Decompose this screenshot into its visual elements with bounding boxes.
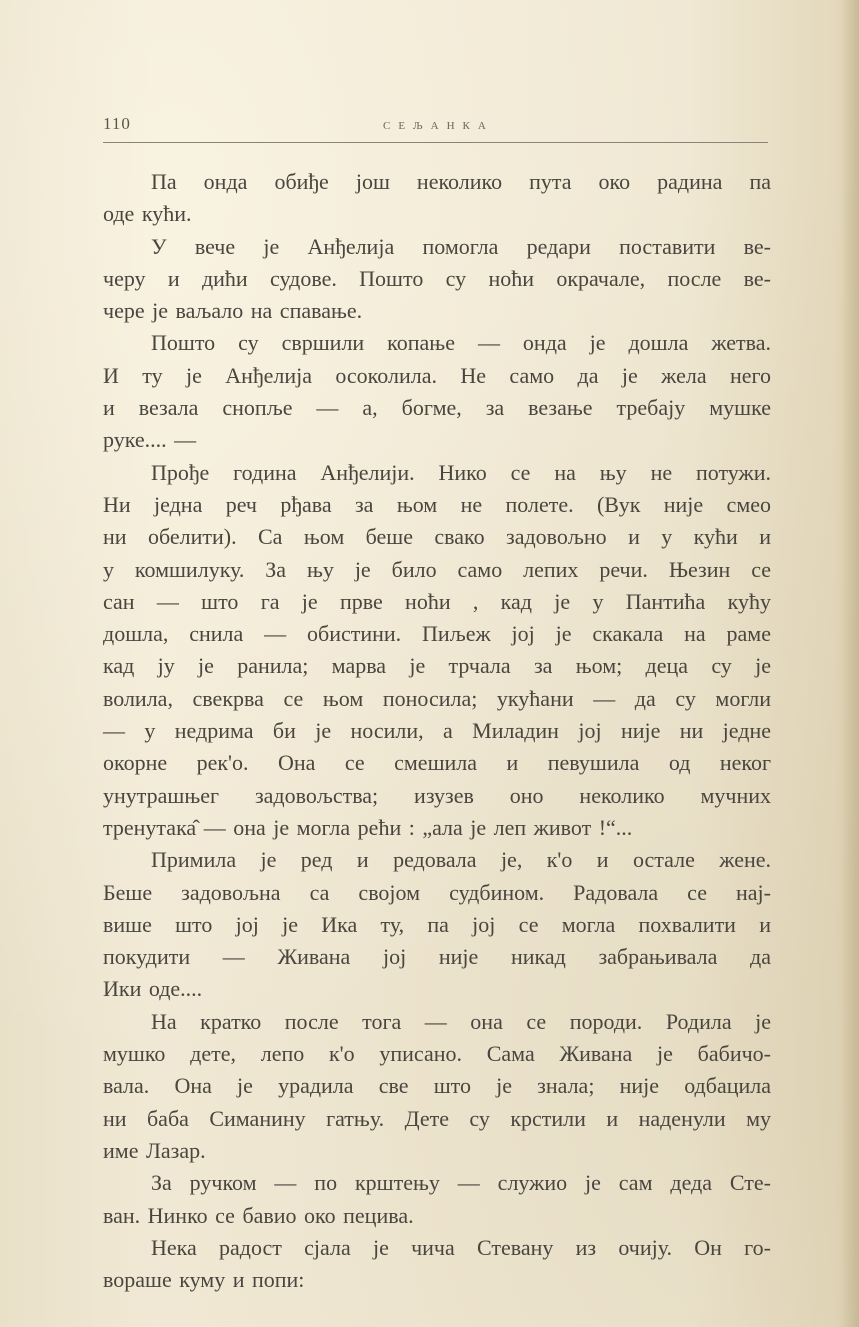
text-line: мушко дете, лепо к'о уписано. Сама Живана је бабичо- xyxy=(103,1041,771,1067)
text-line: ни баба Симанину гатњу. Дете су крстили и наденули му xyxy=(103,1105,771,1131)
text-line: Нека радост сјала је чича Стевану из очију. Он го- xyxy=(151,1234,771,1260)
text-line: кад ју је ранила; марва је трчала за њом; деца су је xyxy=(103,653,771,679)
text-line: чере је ваљало на спавање. xyxy=(103,298,363,324)
text-line: унутрашњег задовољства; изузев оно неколико мучних xyxy=(103,782,771,808)
text-line: вораше куму и попи: xyxy=(103,1267,305,1293)
text-line: Ики оде.... xyxy=(103,976,203,1002)
page-edge-shadow xyxy=(841,0,859,1327)
text-line: У вече је Анђелија помогла редари поставити ве- xyxy=(151,233,771,259)
paragraph xyxy=(103,844,771,1005)
text-line: На кратко после тога — она се породи. Родила је xyxy=(151,1008,771,1034)
page-number: 110 xyxy=(103,114,131,133)
paragraph xyxy=(103,231,771,328)
paragraph xyxy=(103,457,771,845)
text-line: окорне рек'о. Она се смешила и певушила од неког xyxy=(103,750,771,776)
text-line: сан — што га је прве ноћи , кад је у Пантића кућу xyxy=(103,588,771,614)
text-line: И ту је Анђелија осоколила. Не само да је жела него xyxy=(103,362,771,388)
text-line: За ручком — по крштењу — служио је сам деда Сте- xyxy=(151,1170,771,1196)
text-line: дошла, снила — обистини. Пиљеж јој је скакала на раме xyxy=(103,621,771,647)
text-line: Примила је ред и редовала је, к'о и остале жене. xyxy=(151,847,771,873)
paragraph xyxy=(103,327,771,456)
text-line: више што јој је Ика ту, па јој се могла похвалити и xyxy=(103,911,771,937)
text-line: Па онда обиђе још неколико пута око радина па xyxy=(151,169,771,194)
text-line: покудити — Живана јој није никад забрањивала да xyxy=(103,944,771,970)
text-line: Ни једна реч рђава за њом не полете. (Вук није смео xyxy=(103,491,771,517)
running-title: СЕЉАНКА xyxy=(383,120,494,132)
paragraph xyxy=(103,1006,771,1167)
paragraph xyxy=(103,166,771,231)
text-line: волила, свекрва се њом поносила; укућани — да су могли xyxy=(103,685,771,711)
text-line: оде кући. xyxy=(103,201,192,227)
text-line: име Лазар. xyxy=(103,1137,206,1163)
text-line: ни обелити). Са њом беше свако задовољно и у кући и xyxy=(103,524,771,550)
text-line: — у недрима би је носили, а Миладин јој није ни једне xyxy=(103,718,771,744)
text-line: ван. Нинко се бавио око пецива. xyxy=(103,1202,414,1228)
page-header xyxy=(103,112,768,143)
text-line: тренутака̂ — она је могла рећи : „ала је леп живот !“... xyxy=(103,814,633,840)
text-line: черу и дићи судове. Пошто су ноћи окрачале, после ве- xyxy=(103,265,771,291)
text-line: Пошто су свршили копање — онда је дошла жетва. xyxy=(151,330,771,356)
text-line: вала. Она је урадила све што је знала; није одбацила xyxy=(103,1073,771,1099)
text-line: Беше задовољна са својом судбином. Радовала се нај- xyxy=(103,879,771,905)
paragraph xyxy=(103,1167,771,1232)
text-line: Прође година Анђелији. Нико се на њу не потужи. xyxy=(151,459,771,485)
text-line: у комшилуку. За њу је било само лепих речи. Њезин се xyxy=(103,556,771,582)
text-line: руке.... — xyxy=(103,427,197,453)
paragraph xyxy=(103,1232,771,1297)
text-line: и везала снопље — а, богме, за везање требају мушке xyxy=(103,395,771,421)
body-text xyxy=(103,166,771,1296)
